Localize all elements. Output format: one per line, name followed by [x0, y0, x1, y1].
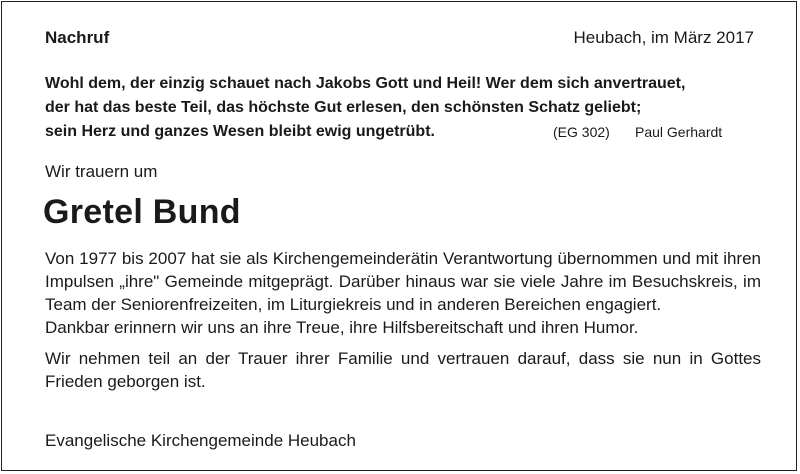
verse-line: sein Herz und ganzes Wesen bleibt ewig ungetrübt. [45, 123, 435, 140]
deceased-name: Gretel Bund [43, 193, 241, 231]
place-date: Heubach, im März 2017 [573, 28, 754, 47]
obituary-notice [1, 1, 797, 471]
signature: Evangelische Kirchengemeinde Heubach [45, 431, 356, 450]
verse-line: der hat das beste Teil, das höchste Gut erlesen, den schönsten Schatz geliebt; [45, 99, 642, 116]
notice-type-label: Nachruf [45, 28, 110, 47]
verse-line: Wohl dem, der einzig schauet nach Jakobs Gott und Heil! Wer dem sich anvertrauet, [45, 75, 686, 92]
body-paragraph: Von 1977 bis 2007 hat sie als Kirchengemeinderätin Verantwortung übernommen und mit ihren Impulsen „ihre" Gemeinde mitgeprägt. Darüber hinaus war sie viele Jahre im Besuchskreis, im Team der Seniorenfreizeiten, im Liturgiekreis und in anderen Bereichen engagiert. [45, 249, 761, 314]
mourning-intro: Wir trauern um [45, 162, 158, 181]
obituary-body [45, 247, 761, 393]
hymn-author: Paul Gerhardt [635, 124, 723, 140]
body-paragraph: Wir nehmen teil an der Trauer ihrer Familie und vertrauen darauf, dass sie nun in Gottes Frieden geborgen ist. [45, 349, 761, 391]
hymn-verse [45, 72, 765, 144]
body-paragraph: Dankbar erinnern wir uns an ihre Treue, ihre Hilfsbereitschaft und ihren Humor. [45, 318, 639, 337]
hymn-reference: (EG 302) [553, 124, 610, 140]
